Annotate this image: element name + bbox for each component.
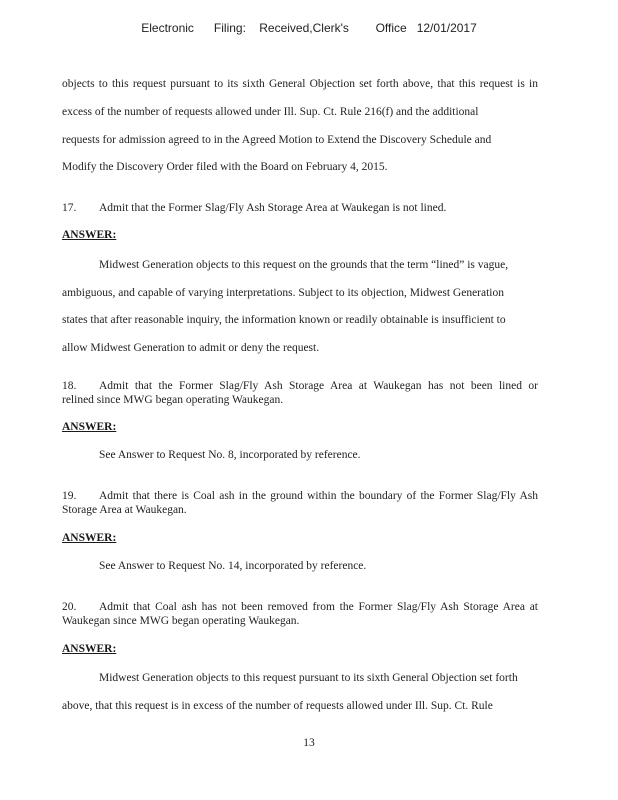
- request-20-number: 20.: [62, 601, 77, 613]
- electronic-filing-header: Electronic Filing: Received,Clerk's Office 12/01/2017: [141, 21, 477, 35]
- request-19-line-1: [62, 490, 538, 502]
- request-19-text: Admit that there is Coal ash in the ground within the boundary of the Former Slag/Fly Ash: [99, 490, 538, 502]
- request-17: [62, 202, 446, 214]
- answer-17-line-1: Midwest Generation objects to this request on the grounds that the term “lined” is vague,: [99, 259, 509, 271]
- request-18-line-2: relined since MWG began operating Waukegan.: [62, 394, 284, 406]
- answer-17-label: ANSWER:: [62, 229, 117, 241]
- request-20-text: Admit that Coal ash has not been removed from the Former Slag/Fly Ash Storage Area at: [99, 601, 538, 613]
- answer-18-text: See Answer to Request No. 8, incorporated by reference.: [99, 449, 361, 461]
- answer-20-line-1: Midwest Generation objects to this request pursuant to its sixth General Objection set forth: [99, 672, 518, 684]
- continued-paragraph-line-2: excess of the number of requests allowed under Ill. Sup. Ct. Rule 216(f) and the additional: [62, 106, 479, 118]
- answer-18-label: ANSWER:: [62, 421, 117, 433]
- answer-19-text: See Answer to Request No. 14, incorporated by reference.: [99, 560, 367, 572]
- request-18-text: Admit that the Former Slag/Fly Ash Storage Area at Waukegan has not been lined or: [99, 380, 538, 392]
- continued-paragraph-line-1: objects to this request pursuant to its sixth General Objection set forth above, that this request is in: [62, 78, 538, 90]
- request-20-line-1: [62, 601, 538, 613]
- request-20-line-2: Waukegan since MWG began operating Waukegan.: [62, 615, 300, 627]
- request-19-line-2: Storage Area at Waukegan.: [62, 504, 187, 516]
- page-number: 13: [303, 737, 315, 749]
- continued-paragraph-line-4: Modify the Discovery Order filed with the Board on February 4, 2015.: [62, 161, 388, 173]
- answer-17-line-2: ambiguous, and capable of varying interpretations. Subject to its objection, Midwest Generation: [62, 287, 505, 299]
- request-17-text: Admit that the Former Slag/Fly Ash Storage Area at Waukegan is not lined.: [99, 202, 447, 214]
- request-19-number: 19.: [62, 490, 77, 502]
- request-18-number: 18.: [62, 380, 77, 392]
- answer-17-line-4: allow Midwest Generation to admit or deny the request.: [62, 342, 320, 354]
- continued-paragraph-line-3: requests for admission agreed to in the Agreed Motion to Extend the Discovery Schedule and: [62, 134, 492, 146]
- answer-17-line-3: states that after reasonable inquiry, the information known or readily obtainable is insufficient to: [62, 314, 506, 326]
- answer-20-line-2: above, that this request is in excess of the number of requests allowed under Ill. Sup. Ct. Rule: [62, 700, 493, 712]
- request-17-number: 17.: [62, 202, 77, 214]
- request-18-line-1: [62, 380, 538, 392]
- answer-19-label: ANSWER:: [62, 532, 117, 544]
- answer-20-label: ANSWER:: [62, 643, 117, 655]
